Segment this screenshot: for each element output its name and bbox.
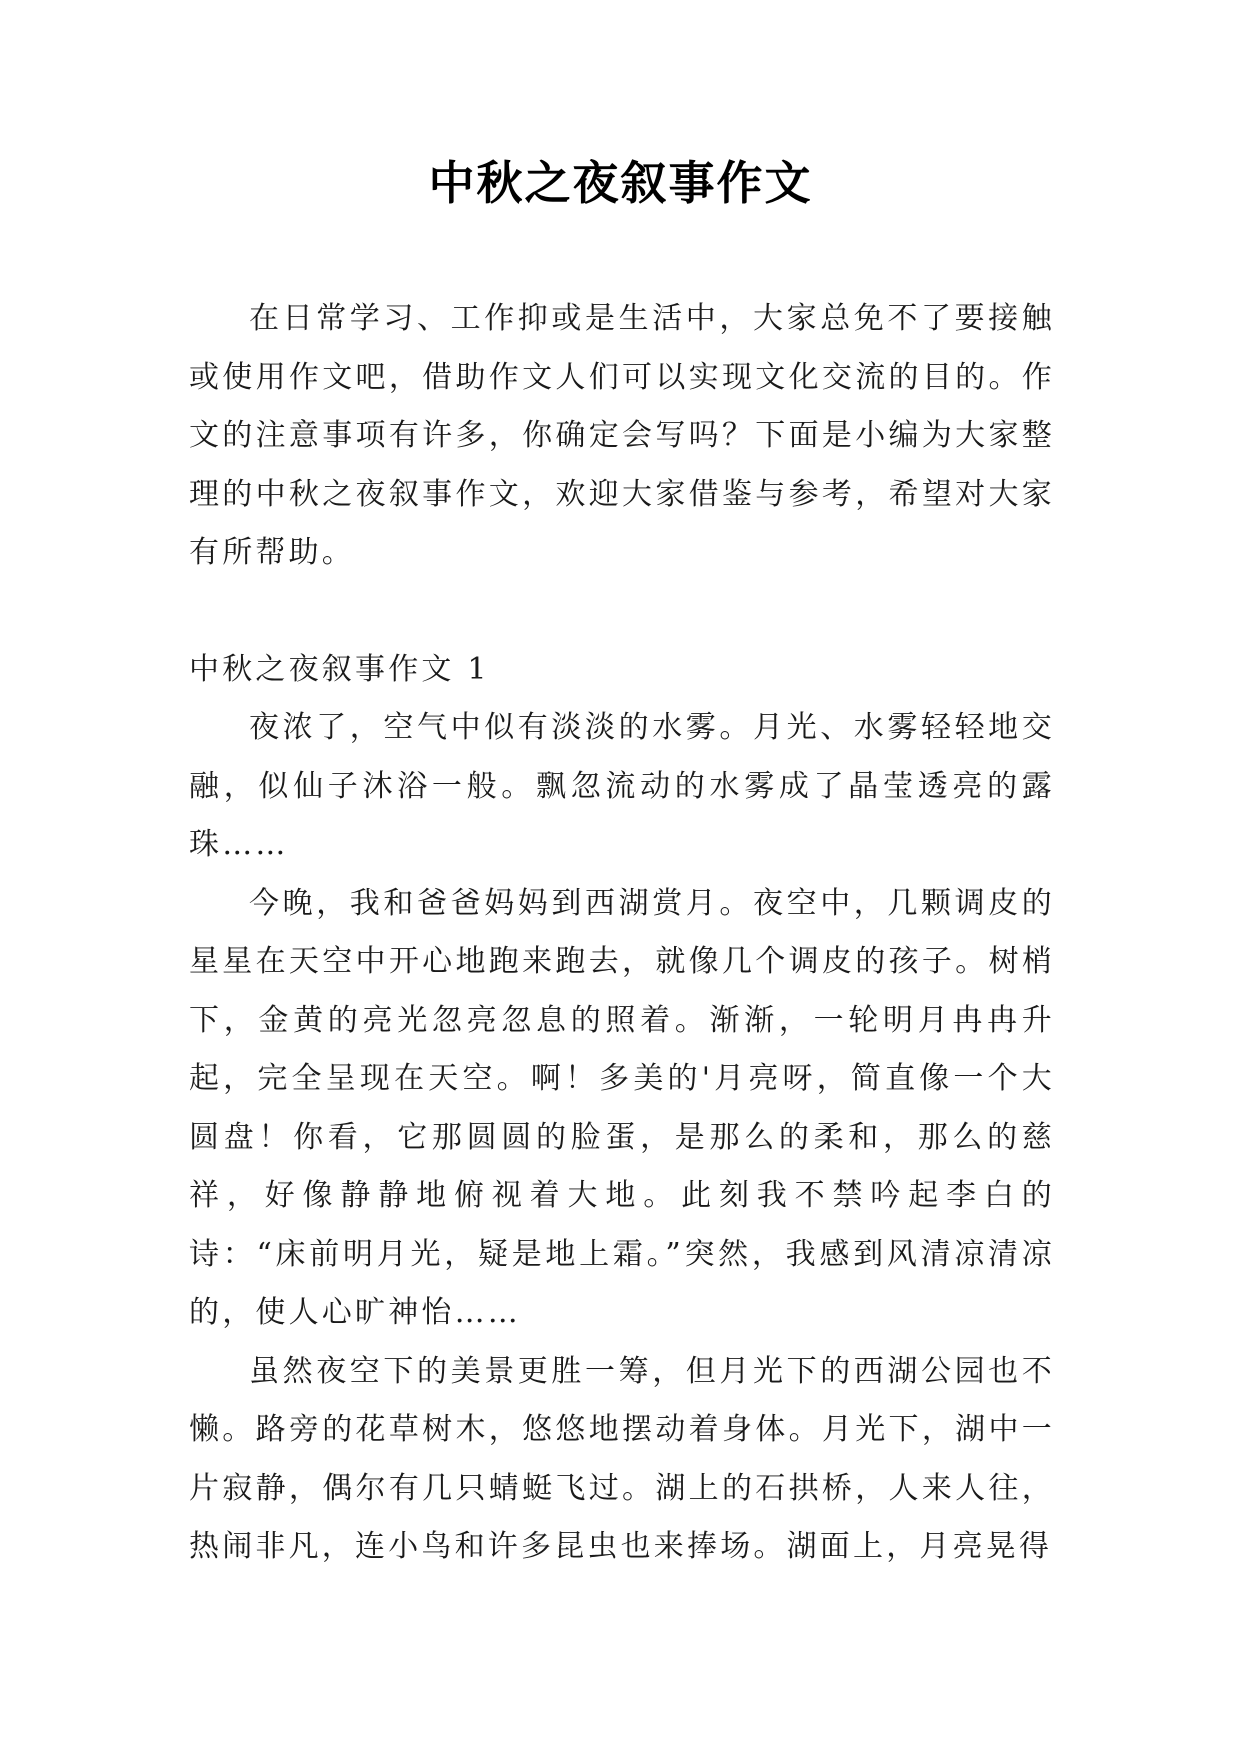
body-paragraph-3: 虽然夜空下的美景更胜一筹，但月光下的西湖公园也不懒。路旁的花草树木，悠悠地摆动着身体。月光下，湖中一片寂静，偶尔有几只蜻蜓飞过。湖上的石拱桥，人来人往，热闹非凡，连小鸟和许多昆虫也来捧场。湖面上，月亮晃得 xyxy=(189,1353,1055,1564)
section-heading: 中秋之夜叙事作文 1 xyxy=(189,651,490,687)
intro-paragraph: 在日常学习、工作抑或是生活中，大家总免不了要接触或使用作文吧，借助作文人们可以实现文化交流的目的。作文的注意事项有许多，你确定会写吗？下面是小编为大家整理的中秋之夜叙事作文，欢迎大家借鉴与参考，希望对大家有所帮助。 xyxy=(189,301,1055,570)
document-body xyxy=(189,290,1055,1577)
body-paragraph-1: 夜浓了，空气中似有淡淡的水雾。月光、水雾轻轻地交融，似仙子沐浴一般。飘忽流动的水雾成了晶莹透亮的露珠…… xyxy=(189,710,1055,862)
document-title: 中秋之夜叙事作文 xyxy=(428,156,813,210)
body-paragraph-2: 今晚，我和爸爸妈妈到西湖赏月。夜空中，几颗调皮的星星在天空中开心地跑来跑去，就像几个调皮的孩子。树梢下，金黄的亮光忽亮忽息的照着。渐渐，一轮明月冉冉升起，完全呈现在天空。啊！多美的'月亮呀，简直像一个大圆盘！你看，它那圆圆的脸蛋，是那么的柔和，那么的慈祥，好像静静地俯视着大地。此刻我不禁吟起李白的诗：“床前明月光，疑是地上霜。”突然，我感到风清凉清凉的，使人心旷神怡…… xyxy=(189,885,1055,1330)
